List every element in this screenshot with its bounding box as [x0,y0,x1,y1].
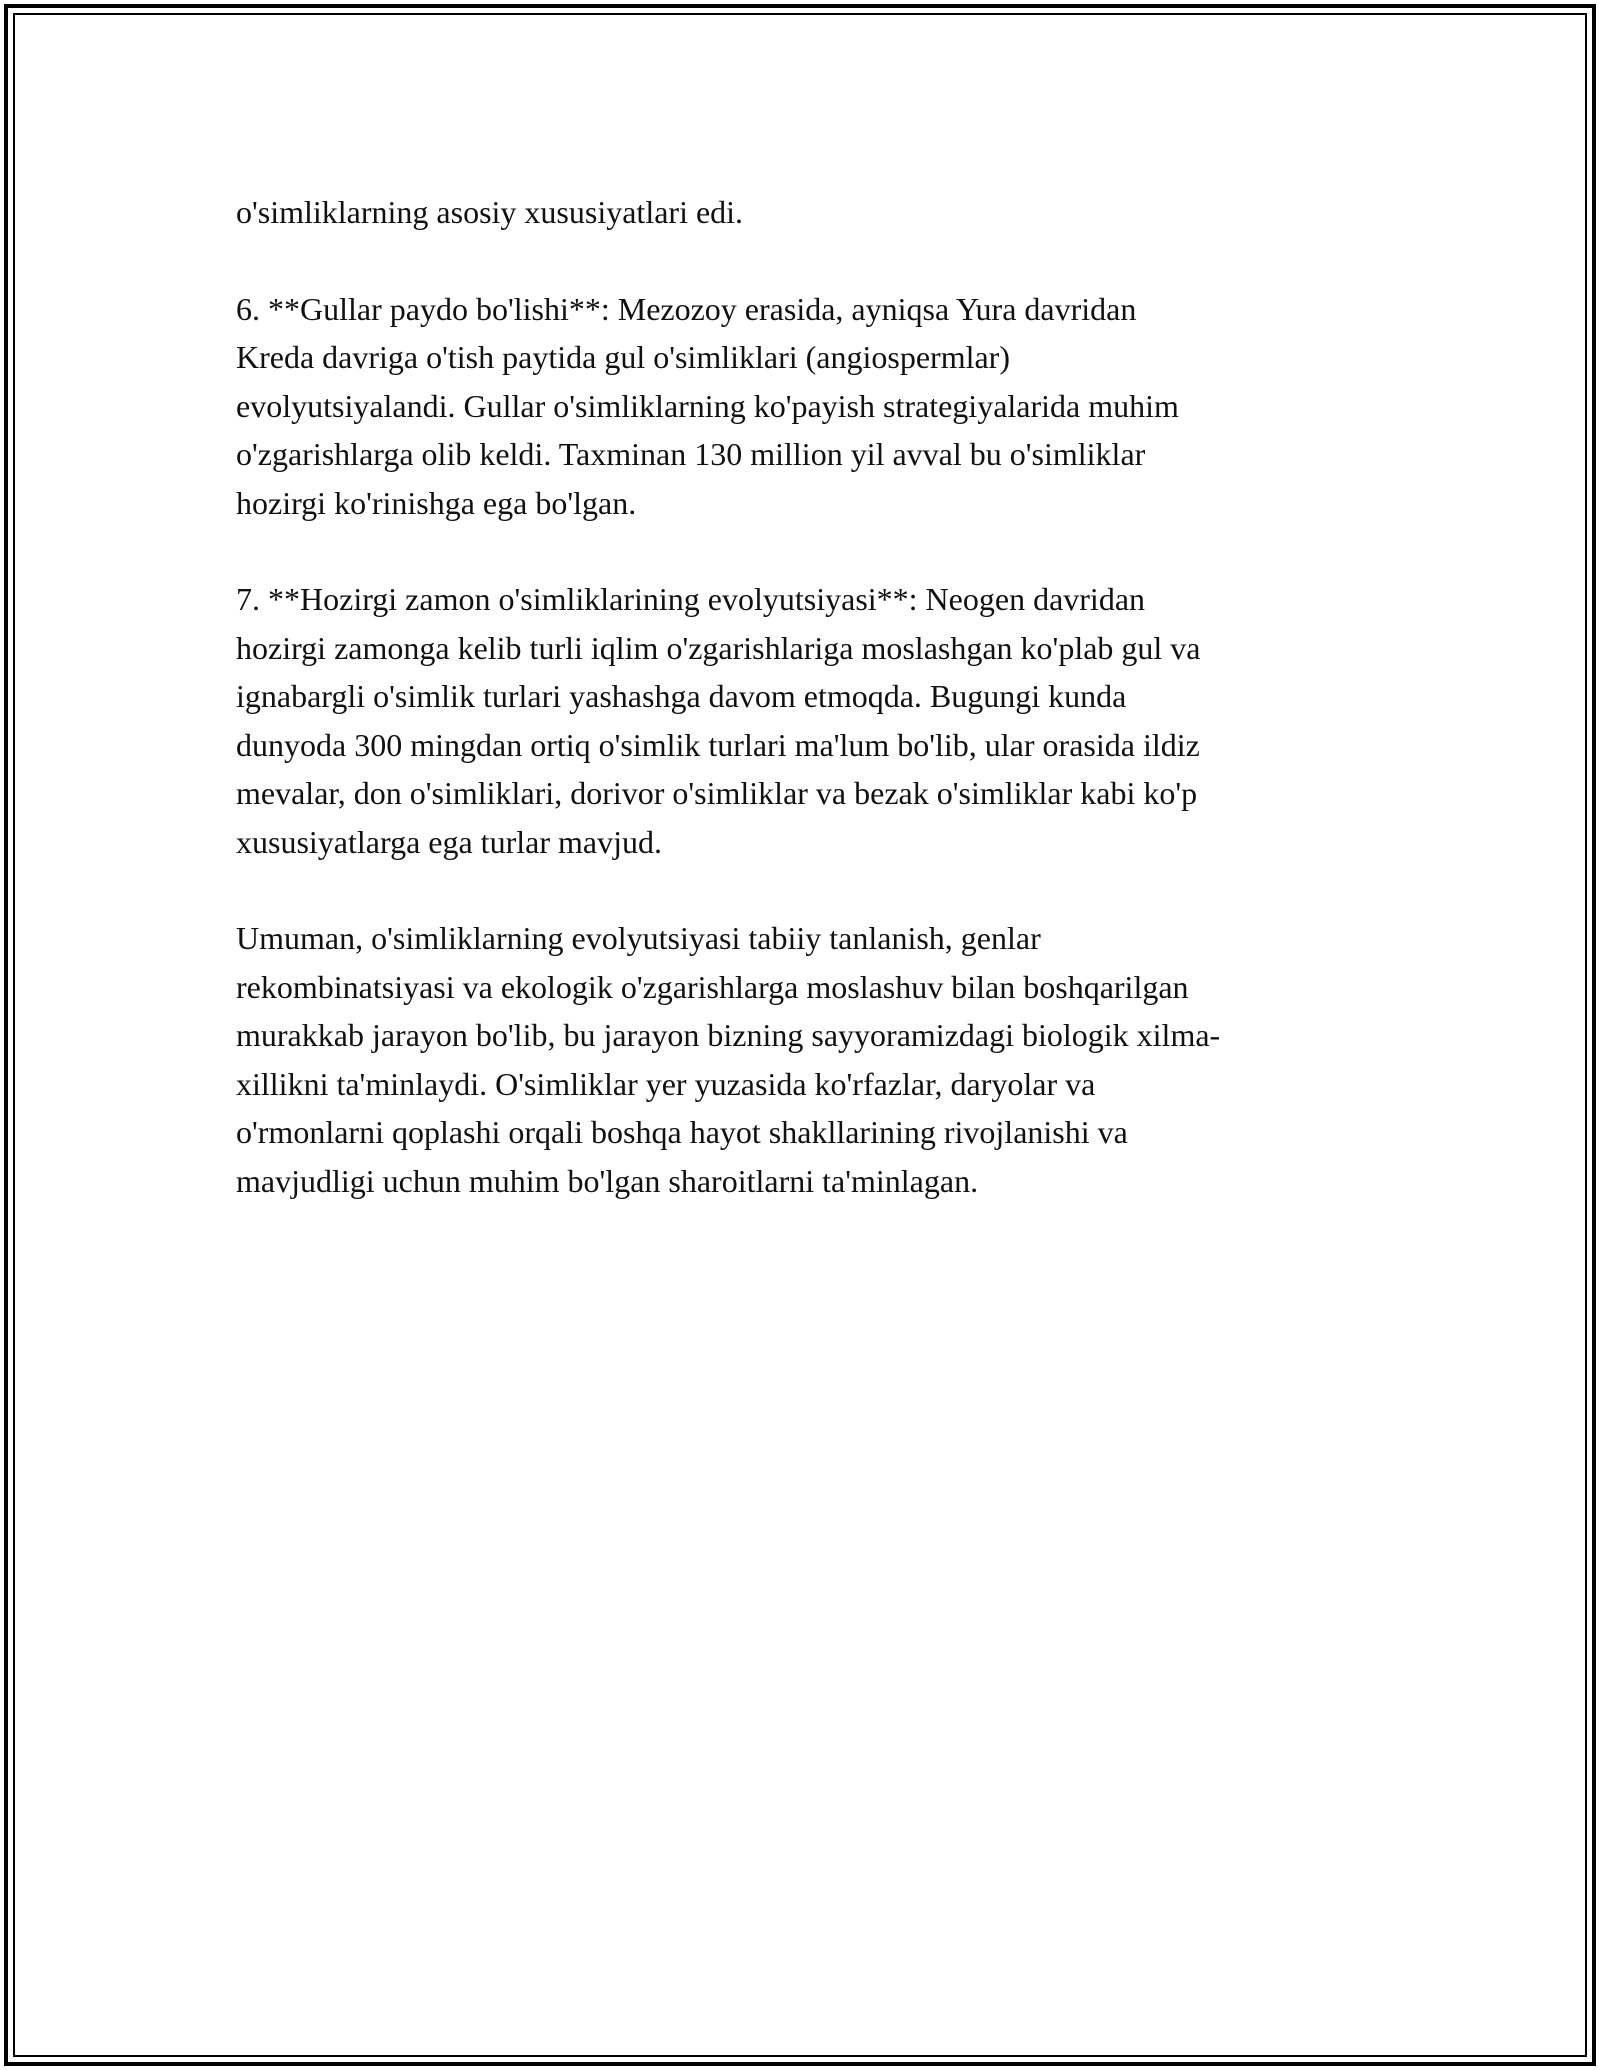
paragraph-modern-plant-evolution: 7. **Hozirgi zamon o'simliklarining evolyutsiyasi**: Neogen davridan hozirgi zamonga kelib turli iqlim o'zgarishlariga moslashgan ko'plab gul va ignabargli o'simlik turlari yashashga davom etmoqda. Bugungi kunda dunyoda 300 mingdan ortiq o'simlik turlari ma'lum bo'lib, ular orasida ildiz mevalar, don o'simliklari, dorivor o'simliklar va bezak o'simliklar kabi ko'p xususiyatlarga ega turlar mavjud. [236,581,1201,860]
paragraph-flowers-appearance: 6. **Gullar paydo bo'lishi**: Mezozoy erasida, ayniqsa Yura davridan Kreda davriga o'tish paytida gul o'simliklari (angiospermlar) evolyutsiyalandi. Gullar o'simliklarning ko'payish strategiyalarida muhim o'zgarishlarga olib keldi. Taxminan 130 million yil avval bu o'simliklar hozirgi ko'rinishga ega bo'lgan. [236,290,1179,521]
paragraph-conclusion: Umuman, o'simliklarning evolyutsiyasi tabiiy tanlanish, genlar rekombinatsiyasi va ekologik o'zgarishlarga moslashuv bilan boshqarilgan murakkab jarayon bo'lib, bu jarayon bizning sayyoramizdagi biologik xilma- xillikni ta'minlaydi. O'simliklar yer yuzasida ko'rfazlar, daryolar va o'rmonlarni qoplashi orqali boshqa hayot shakllarining rivojlanishi va mavjudligi uchun muhim bo'lgan sharoitlarni ta'minlagan. [236,920,1221,1199]
document-body [236,188,1366,1253]
paragraph-continuation: o'simliklarning asosiy xususiyatlari edi. [236,194,744,230]
